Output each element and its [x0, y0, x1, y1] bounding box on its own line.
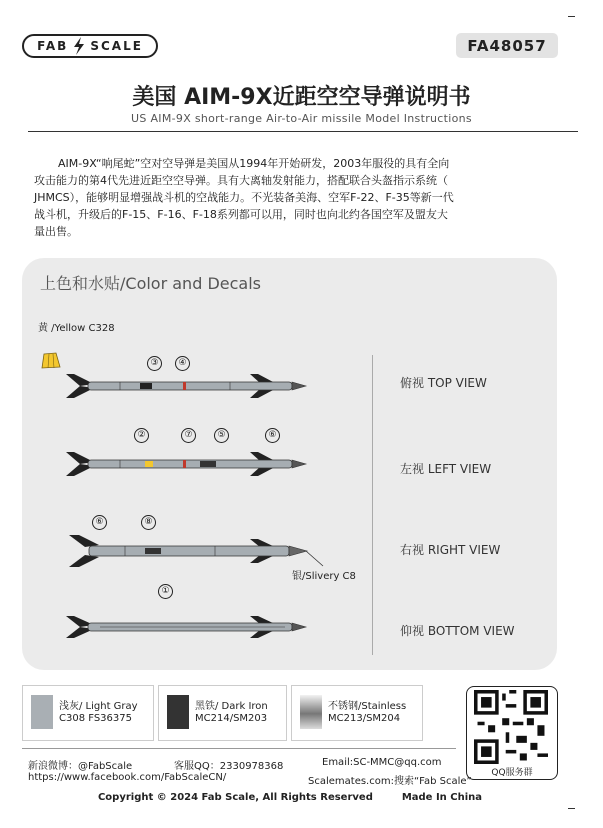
page-title: 美国 AIM-9X近距空空导弹说明书	[132, 85, 471, 110]
lightning-icon	[72, 37, 86, 55]
trim-mark	[568, 808, 575, 809]
intro-text	[34, 155, 572, 240]
callout-7: ⑦	[181, 428, 196, 443]
right-view-label: 右视 RIGHT VIEW	[400, 543, 501, 557]
callout-6: ⑥	[92, 515, 107, 530]
color-chip	[300, 695, 322, 729]
qq-contact: 客服QQ：2330978368	[174, 761, 284, 772]
copyright-line	[0, 792, 580, 803]
weibo-contact: 新浪微博：@FabScale	[28, 761, 133, 772]
made-in-text: Made In China	[401, 792, 483, 803]
title-divider	[28, 131, 578, 132]
missile-right-view	[55, 533, 310, 569]
copyright-text: Copyright © 2024 Fab Scale, All Rights Reserved	[97, 792, 373, 803]
qr-code-icon	[474, 690, 548, 764]
swatch-code: MC214/SM203	[195, 713, 268, 724]
missile-left-view	[60, 450, 310, 478]
intro-line: AIM-9X“响尾蛇”空对空导弹是美国从1994年开始研发，2003年服役的具有全向	[58, 157, 450, 170]
email-contact[interactable]: Email:SC-MMC@qq.com	[322, 757, 442, 768]
views-divider	[372, 355, 373, 655]
callout-1: ①	[158, 584, 173, 599]
intro-line: 战斗机，升级后的F-15、F-16、F-18系列都可以用，同时也向北约各国空军及盟友大	[34, 208, 448, 221]
logo-text-fab: FAB	[37, 39, 69, 53]
intro-line: JHMCS），能够明显增强战斗机的空战能力。不光装备美海、空军F-22、F-35等新一代	[34, 191, 454, 204]
swatch-code: C308 FS36375	[59, 713, 132, 724]
callout-5: ⑤	[214, 428, 229, 443]
swatch-name: 不锈钢/Stainless	[328, 701, 407, 712]
color-chip	[31, 695, 53, 729]
silver-color-label: 银/Slivery C8	[292, 571, 356, 582]
swatch-dark-iron	[158, 685, 287, 741]
callout-3: ③	[147, 356, 162, 371]
logo-text-scale: SCALE	[90, 39, 143, 53]
page-subtitle: US AIM-9X short-range Air-to-Air missile Model Instructions	[131, 112, 472, 125]
product-code: FA48057	[456, 33, 558, 58]
bottom-view-label: 仰视 BOTTOM VIEW	[400, 624, 515, 638]
callout-6: ⑥	[265, 428, 280, 443]
footer-divider	[22, 748, 456, 749]
swatch-light-gray	[22, 685, 154, 741]
missile-bottom-view	[60, 614, 310, 640]
swatch-stainless	[291, 685, 423, 741]
fab-scale-logo	[22, 34, 158, 58]
left-view-label: 左视 LEFT VIEW	[400, 462, 492, 476]
callout-4: ④	[175, 356, 190, 371]
missile-top-view	[60, 372, 310, 400]
swatch-name: 黑铁/ Dark Iron	[195, 701, 268, 712]
callout-2: ②	[134, 428, 149, 443]
swatch-name: 浅灰/ Light Gray	[59, 701, 138, 712]
swatch-code: MC213/SM204	[328, 713, 401, 724]
yellow-color-label: 黄 /Yellow C328	[38, 323, 115, 334]
qr-caption: QQ服务群	[491, 768, 533, 778]
facebook-link[interactable]: https://www.facebook.com/FabScaleCN/	[28, 772, 227, 783]
silver-leader-line	[305, 550, 325, 568]
seeker-cap-part	[40, 352, 62, 370]
top-view-label: 俯视 TOP VIEW	[400, 376, 487, 390]
color-chip	[167, 695, 189, 729]
callout-8: ⑧	[141, 515, 156, 530]
scalemates-link[interactable]: Scalemates.com:搜索“Fab Scale”	[308, 776, 472, 787]
trim-mark	[568, 16, 575, 17]
intro-line: 量出售。	[34, 225, 78, 238]
section-title: 上色和水贴/Color and Decals	[40, 274, 261, 293]
intro-line: 攻击能力的第4代先进近距空空导弹。具有大离轴发射能力，搭配联合头盔指示系统（	[34, 174, 448, 187]
